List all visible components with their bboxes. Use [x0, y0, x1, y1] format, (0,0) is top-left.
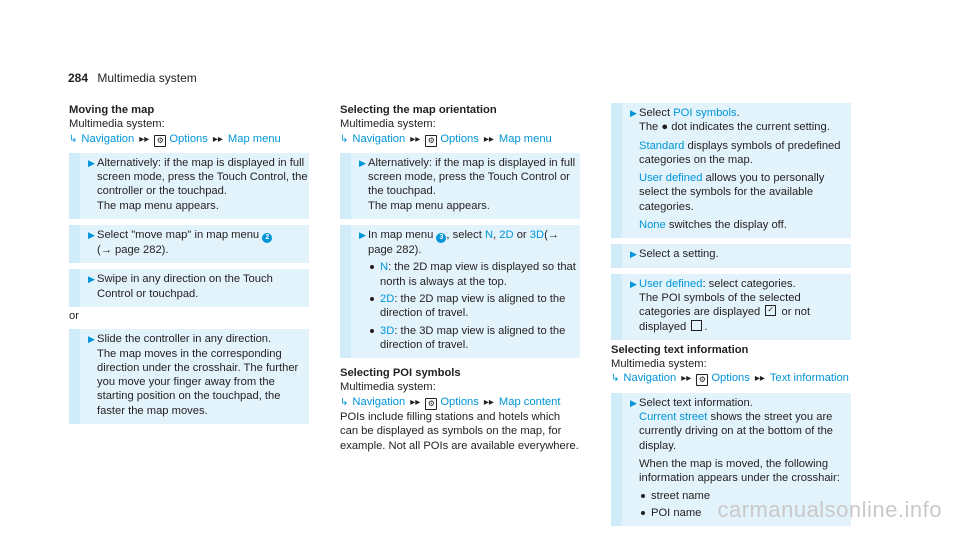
step — [69, 329, 309, 424]
option-2d: 2D — [499, 229, 514, 242]
option-3d: 3D — [380, 324, 395, 337]
bullet-text: POI name — [651, 506, 702, 519]
step-text: , select — [446, 229, 482, 242]
option-standard: Standard — [639, 139, 685, 152]
step — [340, 153, 580, 219]
step-text: In map menu — [368, 229, 434, 242]
step-text: Select text information. — [639, 396, 753, 409]
nav-step: Text information — [769, 372, 849, 385]
nav-step: Options — [440, 395, 479, 408]
option-user-defined: User defined — [639, 277, 703, 290]
paragraph: POIs include filling stations and hotels which can be displayed as symbols on the map, for example. Not all POIs are available everywhere. — [340, 411, 579, 452]
watermark: carmanualsonline.info — [717, 497, 942, 522]
nav-path — [340, 132, 580, 147]
step-icon: ▶ — [88, 274, 95, 285]
column-2 — [340, 103, 580, 453]
step — [611, 244, 851, 267]
step-text: Select a setting. — [639, 248, 719, 261]
system-label: Multimedia system: — [69, 118, 165, 131]
step-text: Alternatively: if the map is displayed in full screen mode, press the Touch Control, the controller or the touchpad. — [97, 156, 308, 198]
page-header — [68, 71, 197, 85]
step-text: The ● dot indicates the current setting. — [639, 121, 830, 134]
section-heading: Moving the map — [69, 104, 155, 116]
step-text: The POI symbols of the selected categories are displayed — [639, 291, 801, 319]
step-icon: ▶ — [630, 278, 637, 289]
nav-step: Map menu — [227, 132, 281, 145]
option-3d: 3D — [529, 229, 545, 242]
step-text: shows the street you are currently driving on at the bottom of the display. — [639, 411, 834, 452]
options-icon: ⚙ — [425, 398, 437, 410]
list-item — [368, 260, 580, 289]
chevron-icon: ▸▸ — [410, 133, 421, 145]
path-arrow-icon: ↳ — [69, 133, 78, 145]
step-text: allows you to personally select the symbols for the available categories. — [639, 172, 825, 213]
nav-step: Navigation — [352, 132, 406, 145]
checked-box-icon — [765, 305, 776, 316]
nav-path — [69, 132, 309, 147]
nav-step: Map content — [498, 395, 561, 408]
step-icon: ▶ — [630, 108, 637, 118]
step-text: Select — [639, 107, 671, 119]
section-heading: Selecting the map orientation — [340, 104, 497, 116]
system-label: Multimedia system: — [340, 381, 436, 394]
option-n: N — [484, 229, 494, 242]
step-text: The map menu appears. — [97, 199, 219, 212]
step-text: switches the display off. — [665, 219, 787, 232]
section-heading: Selecting text information — [611, 343, 749, 356]
system-label: Multimedia system: — [340, 118, 436, 131]
nav-step: Navigation — [81, 132, 135, 145]
nav-step: Options — [711, 372, 750, 385]
step-text: : select categories. — [702, 277, 796, 290]
bullet-text: street name — [651, 489, 711, 502]
step-text: Select "move map" in map menu — [97, 229, 260, 242]
step: ▶ User defined: select categories. The POI symbols of the selected categories are displayed ✓ or not displayed . — [611, 274, 851, 340]
step-text: Swipe in any direction on the Touch Control or touchpad. — [97, 273, 273, 300]
step-text: or not displayed — [639, 306, 811, 333]
column-1 — [69, 103, 309, 424]
unchecked-box-icon — [691, 320, 702, 331]
options-icon: ⚙ — [425, 135, 437, 147]
nav-step: Navigation — [352, 395, 406, 408]
chevron-icon: ▸▸ — [410, 396, 421, 408]
option-user-defined: User defined — [639, 172, 703, 185]
path-arrow-icon: ↳ — [340, 133, 349, 145]
step-icon: ▶ — [88, 334, 95, 345]
step-icon: ▶ — [359, 230, 366, 241]
step-text: displays symbols of predefined categories on the map. — [639, 139, 841, 166]
options-icon: ⚙ — [696, 374, 708, 386]
or-label: or — [69, 309, 79, 322]
chevron-icon: ▸▸ — [483, 396, 494, 408]
chevron-icon: ▸▸ — [754, 373, 765, 385]
option-2d: 2D — [380, 292, 395, 305]
step: ▶ Select POI symbols. The ● dot indicates the current setting. Standard displays symbols of predefined categories on the map. User defined allows you to personally select the symbols for the available categories. None switches the display off. — [611, 103, 851, 238]
callout-number: 3 — [436, 233, 446, 243]
bullet-text: : the 2D map view is displayed so that north is always at the top. — [380, 261, 576, 288]
nav-step: Map menu — [498, 132, 552, 145]
step: ▶ In map menu 3 , select N, 2D or 3D(→ page 282). N: the 2D map view is displayed so that north is always at the top. 2D: the 2D map view is aligned to the direction of travel. 3D: the 3D map view is aligned to the direction of travel. — [340, 225, 580, 358]
bullet-text: : the 3D map view is aligned to the direction of travel. — [380, 324, 566, 351]
step — [69, 225, 309, 263]
path-arrow-icon: ↳ — [611, 373, 620, 385]
column-3 — [611, 103, 851, 526]
option-poi-symbols: POI symbols — [673, 107, 737, 119]
step-icon: ▶ — [630, 249, 637, 260]
step-icon: ▶ — [88, 157, 95, 168]
bullet-text: : the 2D map view is aligned to the direction of travel. — [380, 292, 566, 320]
nav-step: Navigation — [623, 372, 677, 385]
system-label: Multimedia system: — [611, 358, 707, 371]
step — [69, 153, 309, 219]
chevron-icon: ▸▸ — [483, 133, 494, 145]
step-icon: ▶ — [88, 230, 95, 241]
option-none: None — [639, 219, 666, 232]
page-number: 284 — [68, 71, 89, 85]
page-ref: (→ page 282). — [97, 244, 169, 257]
step-icon: ▶ — [630, 397, 637, 408]
nav-path — [340, 395, 580, 410]
path-arrow-icon: ↳ — [340, 396, 349, 408]
page-ref: (→ page 282). — [368, 229, 559, 257]
chevron-icon: ▸▸ — [681, 373, 692, 385]
chevron-icon: ▸▸ — [139, 133, 150, 145]
step-text: The map menu appears. — [368, 199, 490, 212]
step-text: Alternatively: if the map is displayed in full screen mode, press the Touch Control or the touchpad. — [368, 156, 576, 198]
step-icon: ▶ — [359, 157, 366, 168]
step-text: When the map is moved, the following information appears under the crosshair: — [639, 457, 840, 485]
nav-step: Options — [440, 132, 479, 145]
section-heading: Selecting POI symbols — [340, 367, 461, 380]
page-title: Multimedia system — [97, 71, 197, 85]
nav-step: Options — [169, 132, 208, 145]
option-n: N — [380, 261, 389, 274]
step-text: The map moves in the corresponding direction under the crosshair. The further you move your finger away from the starting position on the touchpad, the faster the map moves. — [97, 347, 299, 417]
option-current-street: Current street — [639, 411, 708, 424]
list-item — [368, 324, 580, 353]
options-icon: ⚙ — [154, 135, 166, 147]
step-text: Slide the controller in any direction. — [97, 333, 272, 346]
chevron-icon: ▸▸ — [212, 133, 223, 145]
callout-number: 2 — [262, 233, 272, 243]
nav-path — [611, 371, 851, 386]
list-item — [368, 292, 580, 321]
step — [69, 269, 309, 307]
